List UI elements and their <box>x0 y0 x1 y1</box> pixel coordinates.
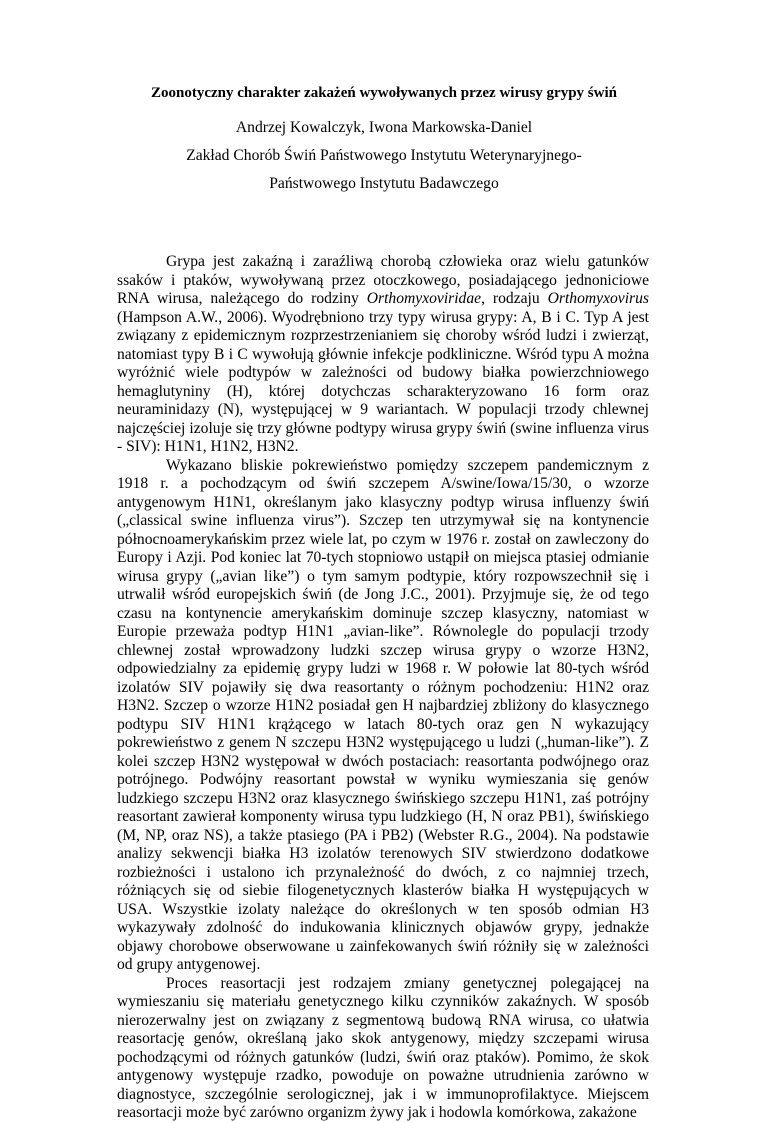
family-name: Orthomyxoviridae <box>366 290 482 307</box>
paragraph-1-part-1: Grypa jest zakaźną i zaraźliwą chorobą człowieka oraz wielu gatunków ssaków i ptaków, wywoływaną przez otoczkowego, posiadającego jednoniciowe RNA wirusa, należącego do rodziny <box>117 253 649 307</box>
paragraph-1-part-3: (Hampson A.W., 2006). Wyodrębniono trzy typy wirusa grypy: A, B i C. Typ A jest związany z epidemicznym rozprzestrzenianiem się choroby wśród ludzi i zwierząt, natomiast typy B i C wywołują głównie infekcje podkliniczne. Wśród typu A można wyróżnić wiele podtypów w zależności od budowy białka powierzchniowego hemaglutyniny (H), której dotychczas scharakteryzowano 16 form oraz neuraminidazy (N), występującej w 9 wariantach. W populacji trzody chlewnej najczęściej izoluje się trzy główne podtypy wirusa grypy świń (swine influenza virus - SIV): H1N1, H1N2, H3N2. <box>117 308 649 455</box>
authors: Andrzej Kowalczyk, Iwona Markowska-Daniel <box>235 119 533 136</box>
body-text <box>117 253 649 1123</box>
affiliation-line-2: Państwowego Instytutu Badawczego <box>269 175 499 192</box>
page-title: Zoonotyczny charakter zakażeń wywoływanych przez wirusy grypy świń <box>151 85 617 101</box>
paragraph-2: Wykazano bliskie pokrewieństwo pomiędzy szczepem pandemicznym z 1918 r. a pochodzącym od świń szczepem A/swine/Iowa/15/30, o wzorze antygenowym H1N1, określanym jako klasyczny podtyp wirusa influenzy świń („classical swine influenza virus”). Szczep ten utrzymywał się na kontynencie północnoamerykańskim przez wiele lat, po czym w 1976 r. został on zawleczony do Europy i Azji. Pod koniec lat 70-tych stopniowo ustąpił on miejsca ptasiej odmianie wirusa grypy („avian like”) o tym samym podtypie, który rozpowszechnił się i utrwalił wśród europejskich świń (de Jong J.C., 2001). Przyjmuje się, że od tego czasu na kontynencie amerykańskim dominuje szczep klasyczny, natomiast w Europie przeważa podtyp H1N1 „avian-like”. Równolegle do populacji trzody chlewnej został wprowadzony ludzki szczep wirusa grypy o wzorze H3N2, odpowiedzialny za epidemię grypy ludzi w 1968 r. W połowie lat 80-tych wśród izolatów SIV pojawiły się dwa reasortanty o różnym pochodzeniu: H1N2 oraz H3N2. Szczep o wzorze H1N2 posiadał gen H najbardziej zbliżony do klasycznego podtypu SIV H1N1 krążącego w latach 80-tych oraz gen N wykazujący pokrewieństwo z genem N szczepu H3N2 występującego u ludzi („human-like”). Z kolei szczep H3N2 występował w dwóch postaciach: reasortanta podwójnego oraz potrójnego. Podwójny reasortant powstał w wyniku wymieszania się genów ludzkiego szczepu H3N2 oraz klasycznego świńskiego szczepu H1N1, zaś potrójny reasortant zawierał komponenty wirusa typu ludzkiego (H, N oraz PB1), świńskiego (M, NP, oraz NS), a także ptasiego (PA i PB2) (Webster R.G., 2004). Na podstawie analizy sekwencji białka H3 izolatów terenowych SIV stwierdzono dodatkowe rozbieżności i ustalono ich przynależność do dwóch, z co najmniej trzech, różniących się od siebie filogenetycznych klasterów białka H występujących w USA. Wszystkie izolaty należące do określonych w ten sposób odmian H3 wykazywały zdolność do indukowania klinicznych objawów grypy, jednakże objawy chorobowe obserwowane u zainfekowanych świń różniły się w zależności od grupy antygenowej. <box>117 456 649 973</box>
affiliation-line-1: Zakład Chorób Świń Państwowego Instytutu Weterynaryjnego- <box>186 147 582 164</box>
paragraph-1-part-2: , rodzaju <box>481 290 548 307</box>
paragraph-3: Proces reasortacji jest rodzajem zmiany genetycznej polegającej na wymieszaniu się materiału genetycznego kilku czynników zakaźnych. W sposób nierozerwalny jest on związany z segmentową budową RNA wirusa, co ułatwia reasortację genów, określaną jako skok antygenowy, między szczepami wirusa pochodzącymi od różnych gatunków (ludzi, świń oraz ptaków). Pomimo, że skok antygenowy występuje rzadko, powoduje on poważne utrudnienia zarówno w diagnostyce, szczególnie serologicznej, jak i w immunoprofilaktyce. Miejscem reasortacji może być zarówno organizm żywy jak i hodowla komórkowa, zakażone <box>117 974 649 1121</box>
genus-name: Orthomyxovirus <box>547 290 649 307</box>
paragraph-1 <box>117 253 649 457</box>
